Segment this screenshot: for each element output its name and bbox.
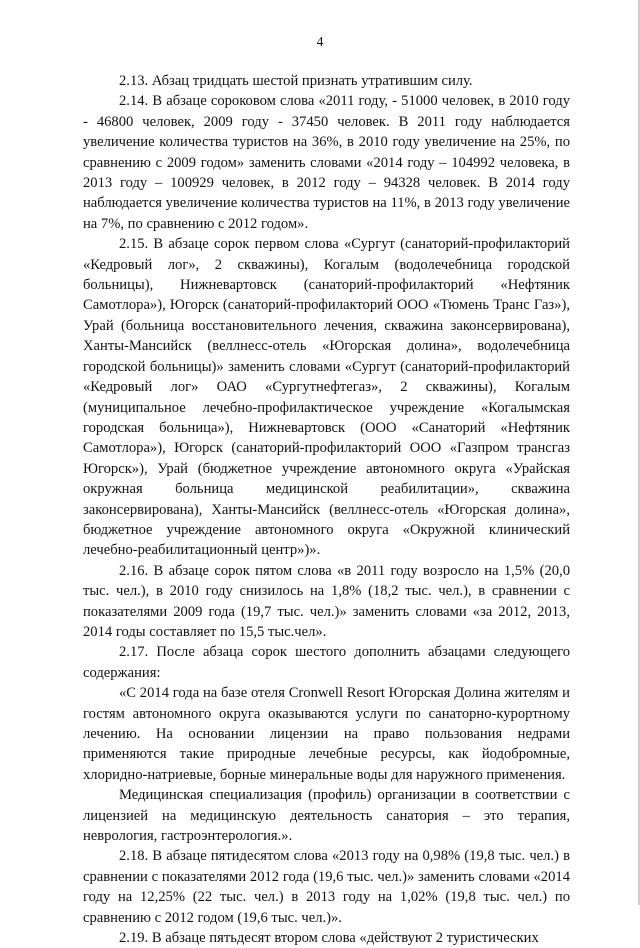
paragraph-2-19: 2.19. В абзаце пятьдесят втором слова «действуют 2 туристических	[119, 930, 539, 947]
paragraph-2-14: 2.14. В абзаце сороковом слова «2011 году, - 51000 человек, в 2010 году - 46800 человек, 2009 году - 37450 человек. В 2011 году наблюдается увеличение количества туристов на 36%, в 2010 году увеличение на 25%, по сравнению с 2009 годом» заменить словами «2014 году – 104992 человека, в 2013 году – 100929 человек, в 2012 году – 94328 человек. В 2014 году наблюдается увеличение количества туристов на 11%, в 2013 году увеличение на 7%, по сравнению с 2012 годом».	[83, 93, 570, 232]
paragraph-2-15: 2.15. В абзаце сорок первом слова «Сургут (санаторий-профилакторий «Кедровый лог», 2 скважины), Когалым (водолечебница городской больницы), Нижневартовск (санаторий-профилакторий «Нефтяник Самотлора»), Югорск (санаторий-профилакторий ООО «Тюмень Транс Газ»), Урай (больница восстановительного лечения, скважина законсервирована), Ханты-Мансийск (веллнесс-отель «Югорская долина», водолечебница городской больницы)» заменить словами «Сургут (санаторий-профилакторий «Кедровый лог» ОАО «Сургутнефтегаз», 2 скважины), Когалым (муниципальное лечебно-профилактическое учреждение «Когалымская городская больница»), Нижневартовск (ООО «Санаторий «Нефтяник Самотлора»), Югорск (санаторий-профилакторий ООО «Газпром трансгаз Югорск»), Урай (бюджетное учреждение автономного округа «Урайская окружная больница медицинской реабилитации», скважина законсервирована), Ханты-Мансийск (веллнесс-отель «Югорская долина», бюджетное учреждение автономного округа «Окружной клинический лечебно-реабилитационный центр»)».	[83, 236, 570, 559]
paragraph-2-17: 2.17. После абзаца сорок шестого дополнить абзацами следующего содержания:	[83, 644, 570, 681]
paragraph-2-13: 2.13. Абзац тридцать шестой признать утратившим силу.	[119, 73, 473, 89]
document-body	[83, 71, 570, 948]
paragraph-inserted-text-2: Медицинская специализация (профиль) организации в соответствии с лицензией на медицинскую деятельность санатория – это терапия, неврология, гастроэнтерология.».	[83, 787, 570, 845]
page-number: 4	[316, 34, 324, 49]
paragraph-2-16: 2.16. В абзаце сорок пятом слова «в 2011 году возросло на 1,5% (20,0 тыс. чел.), в 2010 году снизилось на 1,8% (18,2 тыс. чел.), в сравнении с показателями 2009 года (19,7 тыс. чел.)» заменить словами «за 2012, 2013, 2014 годы составляет по 15,5 тыс.чел».	[83, 562, 570, 640]
paragraph-2-18: 2.18. В абзаце пятидесятом слова «2013 году на 0,98% (19,8 тыс. чел.) в сравнении с показателями 2012 года (19,6 тыс. чел.)» заменить словами «2014 году на 12,25% (22 тыс. чел.) в 2013 году на 1,02% (19,8 тыс. чел.) по сравнению с 2012 годом (19,6 тыс. чел.)».	[83, 848, 570, 926]
paragraph-inserted-text-1: «С 2014 года на базе отеля Cronwell Resort Югорская Долина жителям и гостям автономного округа оказываются услуги по санаторно-курортному лечению. На основании лицензии на право пользования недрами применяются такие природные лечебные ресурсы, как йодобромные, хлоридно-натриевые, борные минеральные воды для наружного применения.	[83, 685, 570, 783]
